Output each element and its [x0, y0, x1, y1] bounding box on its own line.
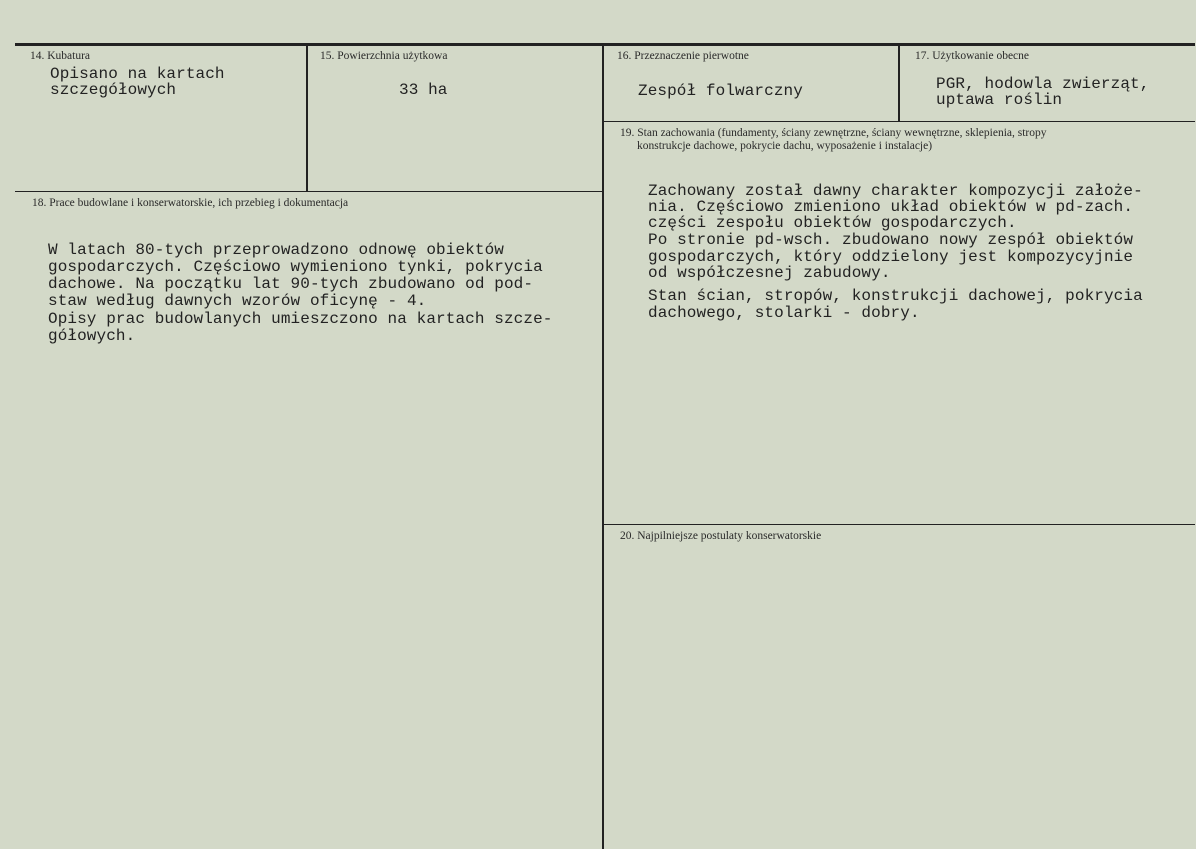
- field-14-label: 14. Kubatura: [30, 50, 91, 62]
- rule-under-16-17: [602, 121, 1195, 122]
- field-18-value-line-2: gospodarczych. Częściowo wymieniono tynki, pokrycia: [48, 258, 543, 276]
- field-20-label: 20. Najpilniejsze postulaty konserwatorskie: [620, 530, 822, 542]
- field-17-label: 17. Użytkowanie obecne: [915, 50, 1030, 62]
- field-19-value-line-6: od współczesnej zabudowy.: [648, 264, 891, 282]
- field-18-value-line-4: staw według dawnych wzorów oficynę - 4.: [48, 292, 427, 310]
- field-19-value-line-3: części zespołu obiektów gospodarczych.: [648, 214, 1017, 232]
- field-19-value-line-7: Stan ścian, stropów, konstrukcji dachowej, pokrycia: [648, 287, 1143, 305]
- field-14-value-line-2: szczegółowych: [50, 81, 177, 99]
- field-18-label: 18. Prace budowlane i konserwatorskie, ich przebieg i dokumentacja: [32, 197, 349, 209]
- field-19-value-line-1: Zachowany został dawny charakter kompozycji założe-: [648, 182, 1143, 200]
- top-rule: [15, 43, 1195, 46]
- divider-center: [602, 46, 604, 851]
- divider-16-17: [898, 46, 900, 122]
- field-17-value-line-1: PGR, hodowla zwierząt,: [936, 75, 1150, 93]
- field-18-value-line-5: Opisy prac budowlanych umieszczono na kartach szcze-: [48, 310, 553, 328]
- field-19-value-line-8: dachowego, stolarki - dobry.: [648, 304, 920, 322]
- field-18-value-line-1: W latach 80-tych przeprowadzono odnowę obiektów: [48, 241, 504, 259]
- field-18-value-line-3: dachowe. Na początku lat 90-tych zbudowano od pod-: [48, 275, 534, 293]
- field-19-value-line-2: nia. Częściowo zmieniono układ obiektów w pd-zach.: [648, 198, 1134, 216]
- field-17-value-line-2: uptawa roślin: [936, 91, 1063, 109]
- field-18-value-line-6: gółowych.: [48, 327, 136, 345]
- field-19-label-line-2: konstrukcje dachowe, pokrycie dachu, wyposażenie i instalacje): [637, 140, 933, 152]
- field-15-label: 15. Powierzchnia użytkowa: [320, 50, 448, 62]
- rule-under-14-15: [15, 191, 603, 192]
- divider-14-15: [306, 46, 308, 191]
- field-16-value: Zespół folwarczny: [638, 82, 803, 100]
- rule-above-20: [602, 524, 1195, 525]
- field-19-value-line-4: Po stronie pd-wsch. zbudowano nowy zespół obiektów: [648, 231, 1134, 249]
- field-19-value-line-5: gospodarczych, który oddzielony jest kompozycyjnie: [648, 248, 1134, 266]
- field-16-label: 16. Przeznaczenie pierwotne: [617, 50, 749, 62]
- field-14-value-line-1: Opisano na kartach: [50, 65, 225, 83]
- field-15-value: 33 ha: [399, 81, 448, 99]
- field-19-label-line-1: 19. Stan zachowania (fundamenty, ściany zewnętrzne, ściany wewnętrzne, sklepienia, stropy: [620, 127, 1047, 139]
